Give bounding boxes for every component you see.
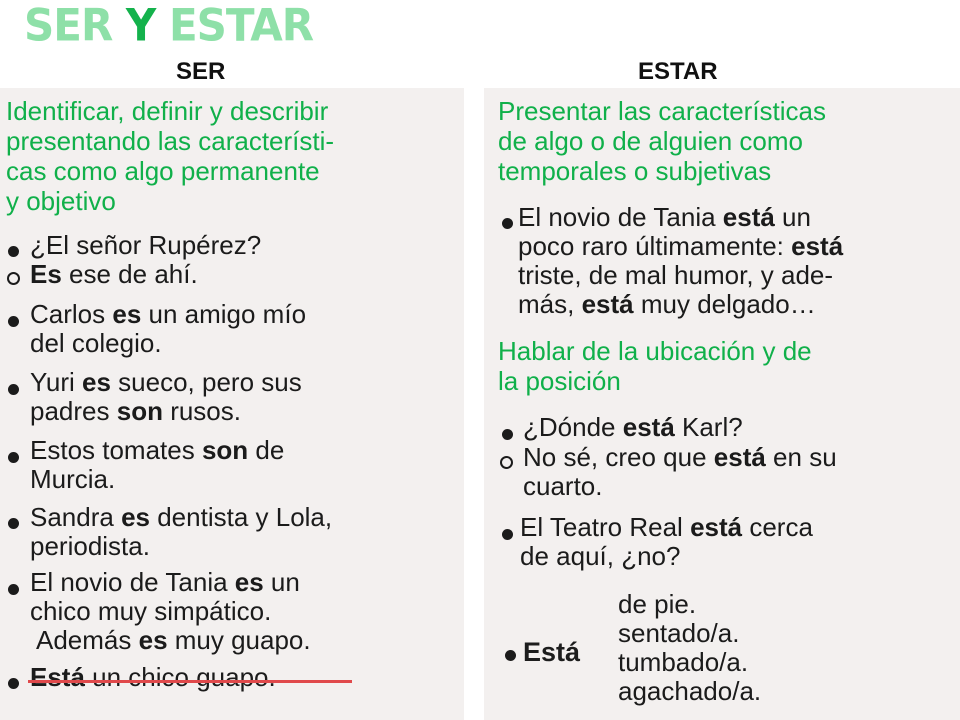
bullet-icon (8, 584, 19, 595)
ser-example-3: Yuri es sueco, pero sus padres son rusos. (30, 367, 302, 426)
bullet-icon (8, 384, 19, 395)
ser-example-7-incorrect: Está un chico guapo. (30, 662, 276, 692)
estar-definition-2: Hablar de la ubicación y de la posición (498, 336, 812, 396)
strikethrough-line (28, 680, 352, 683)
ser-example-1-question: ¿El señor Rupérez? (30, 230, 262, 260)
bullet-icon (8, 518, 19, 529)
estar-heading: ESTAR (638, 58, 718, 85)
estar-example-4-label: Está (523, 637, 581, 667)
ser-heading: SER (176, 58, 226, 85)
estar-example-4-options: de pie. sentado/a. tumbado/a. agachado/a. (618, 589, 762, 706)
bullet-icon (8, 678, 19, 689)
bullet-icon (8, 452, 19, 463)
ser-definition: Identificar, definir y describir presentando las característi- cas como algo permanente y objetivo (6, 96, 335, 216)
estar-example-1: El novio de Tania está un poco raro últimamente: está triste, de mal humor, y ade- más, está muy delgado… (518, 202, 844, 319)
bullet-icon (502, 529, 513, 540)
reply-ring-icon (7, 272, 20, 285)
bullet-icon (502, 218, 513, 229)
bullet-icon (505, 650, 516, 661)
ser-example-4: Estos tomates son de Murcia. (30, 435, 285, 494)
ser-example-6: El novio de Tania es un chico muy simpático. Además es muy guapo. (30, 567, 311, 655)
estar-definition-1: Presentar las características de algo o de alguien como temporales o subjetivas (498, 96, 827, 186)
title-estar: ESTAR (155, 0, 314, 52)
title-ser: SER (24, 0, 126, 52)
reply-ring-icon (500, 456, 513, 469)
bullet-icon (502, 429, 513, 440)
page-title (24, 0, 313, 55)
title-y: Y (125, 0, 156, 52)
estar-example-2-answer: No sé, creo que está en su cuarto. (523, 442, 837, 501)
ser-example-2: Carlos es un amigo mío del colegio. (30, 299, 307, 358)
estar-example-3: El Teatro Real está cerca de aquí, ¿no? (520, 512, 813, 571)
bullet-icon (8, 316, 19, 327)
bullet-icon (8, 246, 19, 257)
ser-example-1-answer: Es ese de ahí. (30, 259, 198, 289)
estar-example-2-question: ¿Dónde está Karl? (523, 412, 743, 442)
ser-example-5: Sandra es dentista y Lola, periodista. (30, 502, 333, 561)
